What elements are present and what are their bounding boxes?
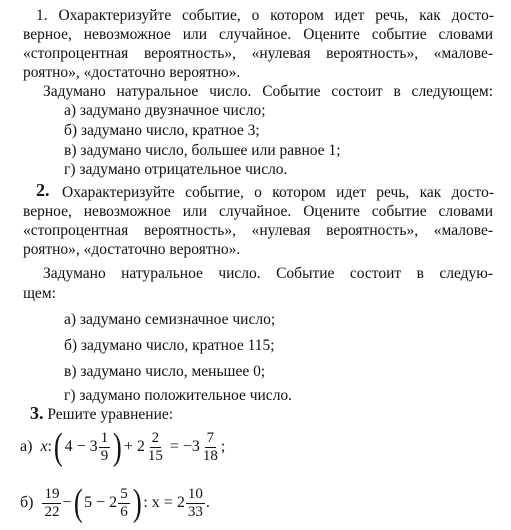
task2-item-a: а) задумано семизначное число;	[64, 311, 276, 328]
eq-b-frac1	[42, 486, 61, 521]
task1-line-2: верное, невозможное или случайное. Оцените событие словами	[23, 26, 493, 43]
eq-b-end: .	[205, 494, 210, 511]
task2-intro-1: Задумано натуральное число. Событие состоит в следую-	[43, 265, 493, 282]
eq-b-minus: −	[62, 494, 72, 511]
eq-a-close-paren: )	[113, 426, 122, 468]
task1-item-c: в) задумано число, большее или равное 1;	[64, 142, 341, 159]
task2-line-3: «стопроцентная вероятность», «нулевая вероятность», «малове-	[23, 222, 493, 239]
eq-a-frac2	[146, 430, 165, 465]
eq-a-frac1-den: 9	[100, 447, 109, 464]
task2-item-d: г) задумано положительное число.	[64, 387, 293, 404]
task2-item-c: в) задумано число, меньшее 0;	[64, 363, 266, 380]
task1-intro: Задумано натуральное число. Событие состоит в следующем:	[43, 83, 493, 100]
eq-b-frac3-num: 10	[187, 485, 203, 502]
task2-number: 2.	[36, 180, 50, 200]
task1-item-d: г) задумано отрицательное число.	[64, 161, 288, 178]
eq-a-label: а)	[20, 438, 33, 455]
eq-b-frac3	[186, 486, 205, 521]
task2-line-2: верное, невозможное или случайное. Оцените событие словами	[23, 203, 493, 220]
task1-line-1: 1. Охарактеризуйте событие, о котором идет речь, как досто-	[36, 7, 494, 24]
eq-a-frac3-den: 18	[202, 447, 218, 464]
eq-b-frac1-den: 22	[44, 503, 60, 520]
task3-title: Решите уравнение:	[47, 406, 174, 423]
task1-line-4: роятно», «достаточно вероятно».	[23, 64, 241, 81]
task1-item-b: б) задумано число, кратное 3;	[64, 122, 260, 139]
task1-item-a: а) задумано двузначное число;	[64, 102, 266, 119]
task2-line-4: роятно», «достаточно вероятно».	[23, 241, 241, 258]
eq-a-rhs: = −3	[169, 438, 200, 455]
equation-b	[20, 484, 210, 522]
eq-a-frac1	[99, 430, 111, 465]
eq-b-frac3-den: 33	[187, 503, 203, 520]
eq-a-term1: 4 − 3	[64, 438, 98, 455]
eq-b-frac2-den: 6	[120, 503, 128, 520]
task2-line-1	[36, 180, 494, 202]
eq-a-plus: + 2	[123, 438, 145, 455]
equation-a	[20, 428, 225, 466]
eq-b-rhs: : x = 2	[143, 494, 185, 511]
eq-a-frac2-den: 15	[147, 447, 163, 464]
eq-b-frac2	[118, 486, 130, 521]
eq-b-close-paren: )	[132, 482, 142, 524]
task2-line-1-text: Охарактеризуйте событие, о котором идет речь, как досто-	[62, 184, 494, 201]
task2-item-b: б) задумано число, кратное 115;	[64, 337, 275, 354]
eq-a-frac3-num: 7	[206, 429, 215, 446]
eq-b-open-paren: (	[73, 482, 83, 524]
eq-a-frac2-num: 2	[151, 429, 160, 446]
eq-b-label: б)	[20, 494, 34, 511]
eq-b-frac1-num: 19	[44, 485, 60, 502]
eq-a-colon: :	[47, 438, 52, 455]
eq-a-open-paren: (	[53, 426, 63, 468]
eq-a-frac3	[201, 430, 220, 465]
task3-header	[30, 404, 500, 424]
eq-a-x: x	[40, 438, 48, 455]
eq-b-frac2-num: 5	[120, 485, 128, 502]
eq-a-frac1-num: 1	[100, 429, 109, 446]
task2-intro-2: щем:	[23, 285, 56, 302]
task1-line-3: «стопроцентная вероятность», «нулевая вероятность», «малове-	[23, 45, 493, 62]
eq-b-term1: 5 − 2	[84, 494, 118, 511]
eq-a-end: ;	[220, 438, 226, 455]
task3-number: 3.	[30, 403, 44, 423]
